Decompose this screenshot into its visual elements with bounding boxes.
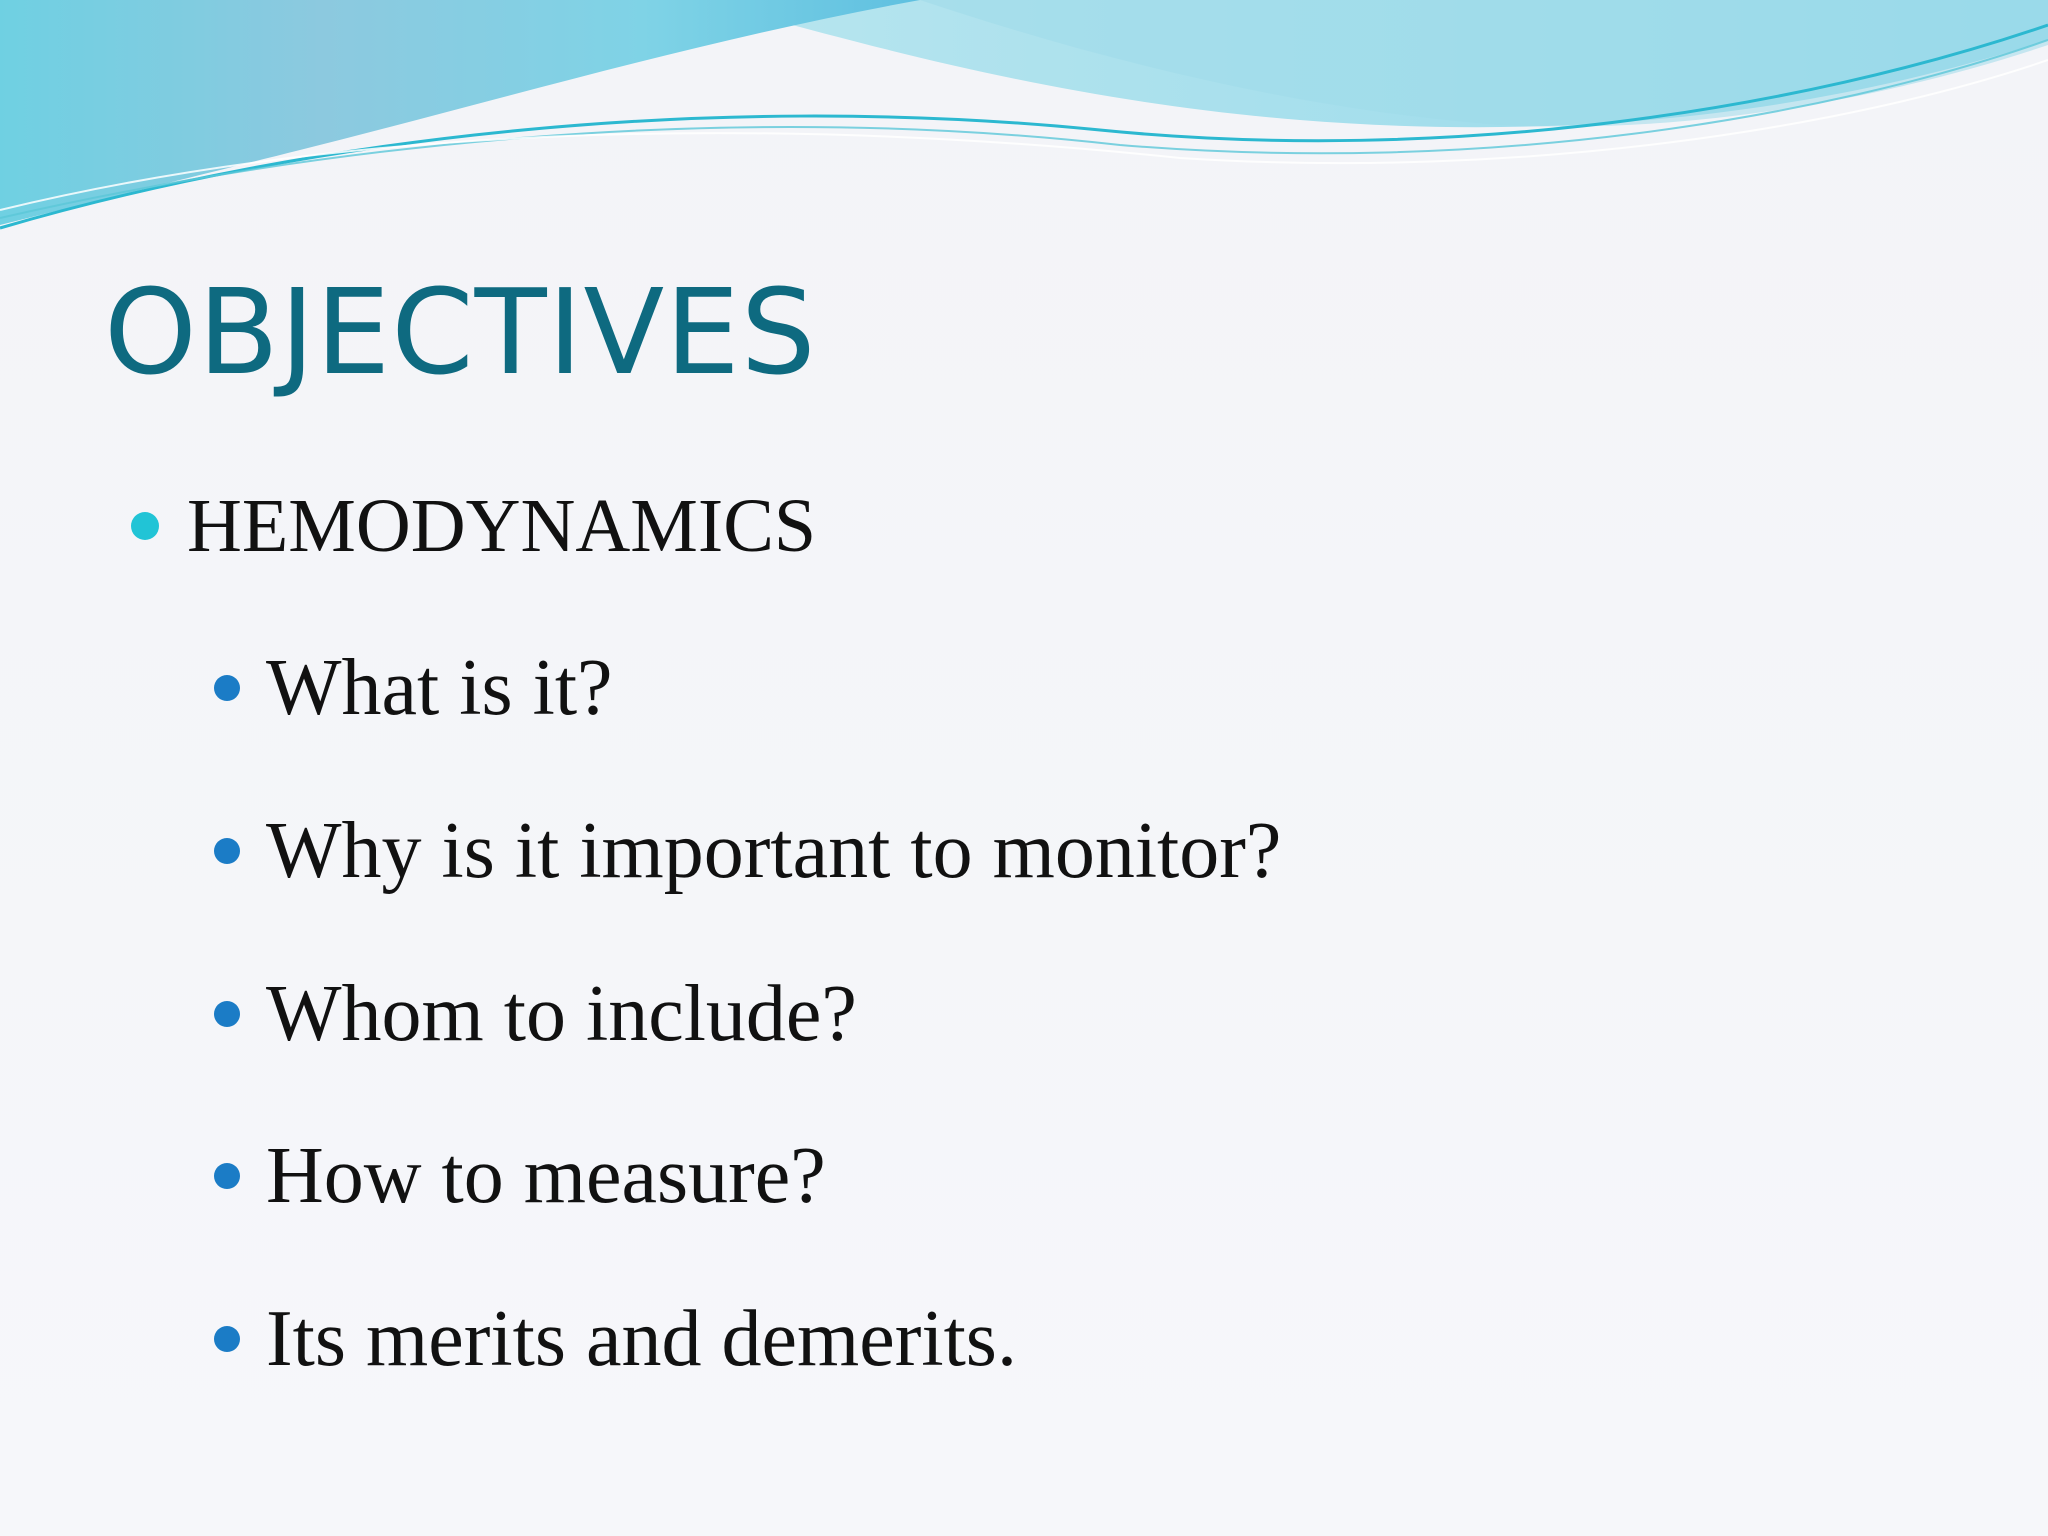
sub-bullet-item — [214, 966, 857, 1062]
sub-bullet-text: Its merits and demerits. — [266, 1294, 1017, 1383]
sub-bullet-item — [214, 1128, 826, 1224]
bullet-dot-icon — [214, 1326, 240, 1352]
sub-bullet-text: What is it? — [266, 643, 613, 732]
sub-bullet-text: How to measure? — [266, 1131, 826, 1220]
header-wave-decoration — [0, 0, 2048, 240]
sub-bullet-text: Whom to include? — [266, 969, 857, 1058]
bullet-dot-icon — [214, 675, 240, 701]
bullet-dot-icon — [214, 1163, 240, 1189]
bullet-dot-icon — [214, 838, 240, 864]
bullet-item-hemodynamics — [131, 478, 816, 574]
sub-bullet-text: Why is it important to monitor? — [266, 806, 1282, 895]
bullet-dot-icon — [214, 1001, 240, 1027]
slide-title: OBJECTIVES — [104, 263, 817, 401]
bullet-text: HEMODYNAMICS — [187, 483, 817, 568]
bullet-dot-icon — [131, 512, 159, 540]
sub-bullet-item — [214, 1291, 1017, 1387]
sub-bullet-item — [214, 640, 613, 736]
sub-bullet-item — [214, 803, 1281, 899]
